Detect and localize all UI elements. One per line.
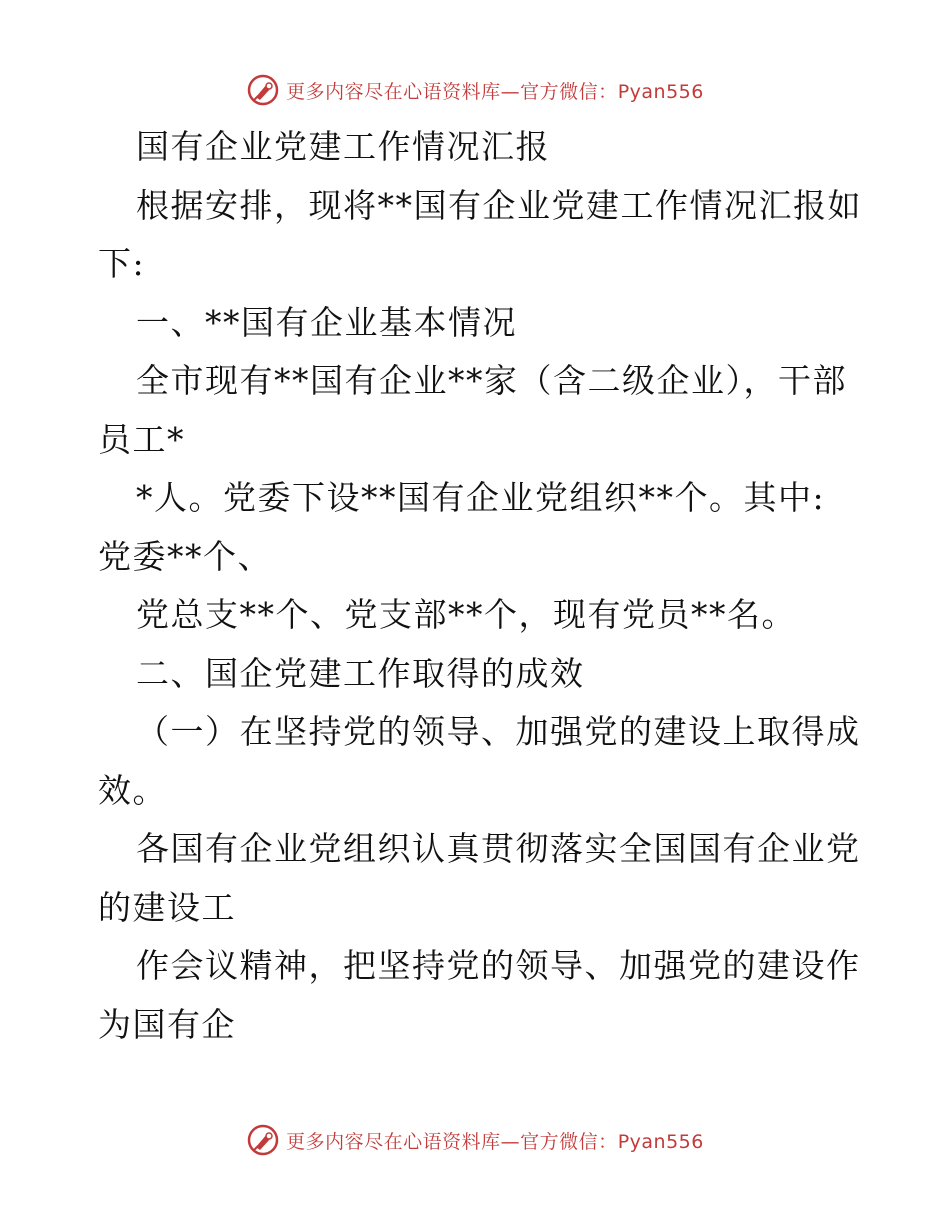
document-line: 下: <box>98 244 146 283</box>
watermark-site-name: 更多内容尽在心语资料库 <box>286 80 501 103</box>
watermark-wechat-label: 官方微信： <box>520 1130 618 1153</box>
watermark-footer <box>0 1122 950 1158</box>
watermark-text <box>286 1127 704 1154</box>
document-line: 为国有企 <box>98 1004 236 1044</box>
document-title: 国有企业党建工作情况汇报 <box>136 127 550 166</box>
document-line: （一）在坚持党的领导、加强党的建设上取得成 <box>136 712 861 751</box>
watermark-dash: — <box>500 80 521 103</box>
pen-nib-seal-icon <box>246 73 280 107</box>
watermark-wechat-id: Pyan556 <box>617 80 704 103</box>
document-line: 全市现有**国有企业**家（含二级企业），干部 <box>136 361 847 400</box>
document-line: 根据安排，现将**国有企业党建工作情况汇报如 <box>136 185 862 225</box>
watermark-wechat-id: Pyan556 <box>617 1130 704 1153</box>
document-line: 员工* <box>98 419 185 459</box>
pen-nib-seal-icon <box>246 1123 280 1157</box>
watermark-wechat-label: 官方微信： <box>520 80 618 103</box>
document-line: 效。 <box>98 770 167 810</box>
watermark-dash: — <box>500 1130 521 1153</box>
watermark-header <box>0 72 950 108</box>
document-line: 一、**国有企业基本情况 <box>136 302 517 342</box>
document-line: 二、国企党建工作取得的成效 <box>136 653 585 693</box>
document-line: 的建设工 <box>98 887 236 927</box>
document-line: *人。党委下设**国有企业党组织**个。其中: <box>136 478 826 517</box>
watermark-text <box>286 77 704 104</box>
document-line: 作会议精神，把坚持党的领导、加强党的建设作 <box>136 946 861 985</box>
watermark-site-name: 更多内容尽在心语资料库 <box>286 1130 501 1153</box>
document-body <box>98 118 862 1054</box>
document-line: 党总支**个、党支部**个，现有党员**名。 <box>136 595 796 634</box>
document-line: 党委**个、 <box>98 536 272 576</box>
document-line: 各国有企业党组织认真贯彻落实全国国有企业党 <box>136 829 861 868</box>
